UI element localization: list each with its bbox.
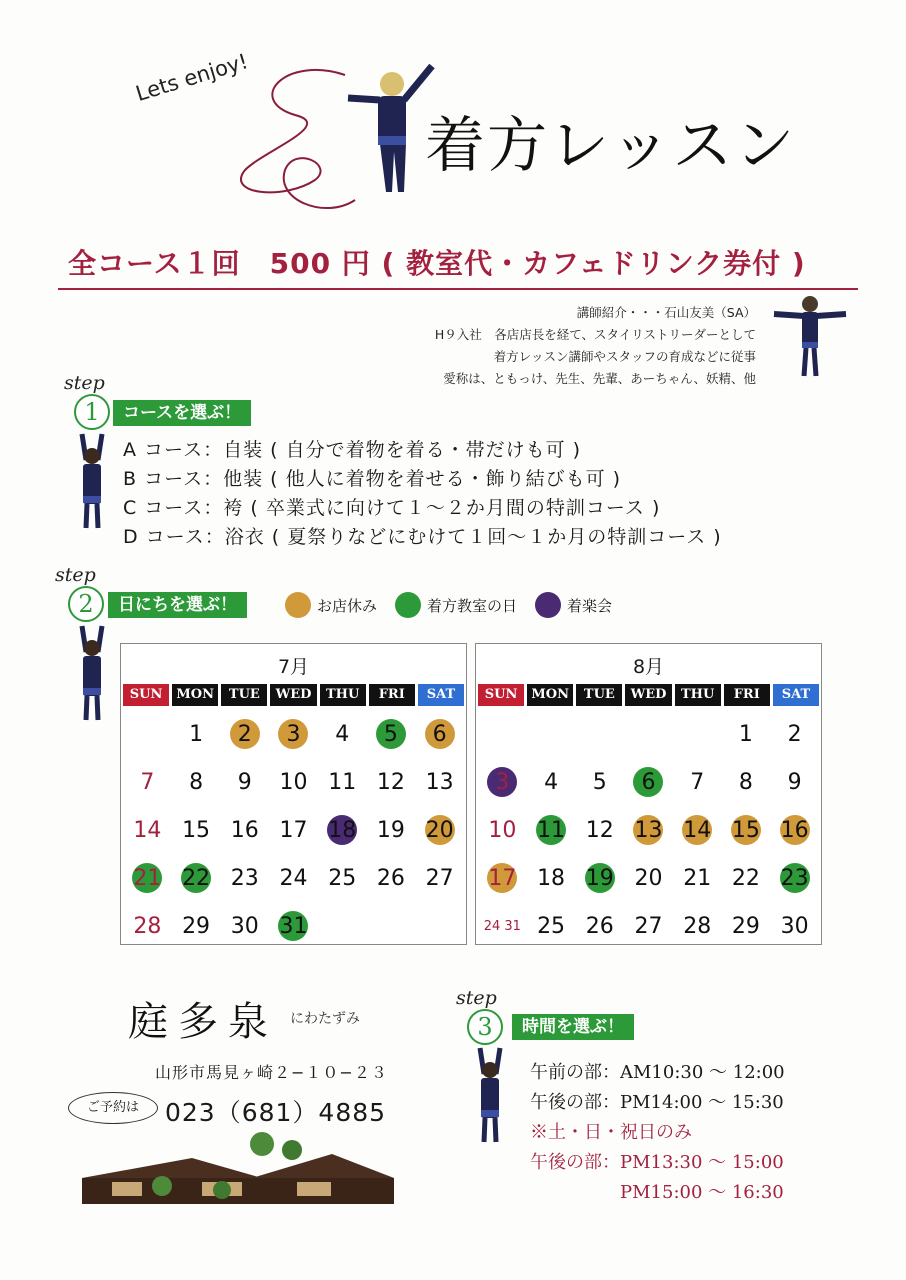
calendar-day[interactable] — [722, 902, 771, 950]
weekday-tue: TUE — [576, 684, 622, 706]
calendar-day-number: 29 — [182, 913, 211, 939]
step3-number: 3 — [467, 1009, 503, 1045]
calendar-day-number: 12 — [376, 769, 405, 795]
calendar-day[interactable] — [172, 854, 221, 902]
calendar-day[interactable] — [269, 854, 318, 902]
calendar-day[interactable] — [220, 710, 269, 758]
calendar-day-number: 10 — [488, 817, 517, 843]
calendar-day-number: 4 — [544, 769, 559, 795]
calendar-day[interactable] — [415, 710, 464, 758]
weekday-sun: SUN — [478, 684, 524, 706]
calendar-day-number: 7 — [140, 769, 155, 795]
weekday-thu: THU — [320, 684, 366, 706]
calendar-day-number: 13 — [634, 817, 663, 843]
shop-address: 山形市馬見ヶ崎２−１０−２３ — [155, 1063, 388, 1082]
calendar-day[interactable] — [478, 902, 527, 950]
calendar-day-number: 29 — [731, 913, 760, 939]
calendar-day[interactable] — [478, 758, 527, 806]
step1-tag: コースを選ぶ！ — [113, 400, 251, 426]
weekday-wed: WED — [270, 684, 316, 706]
weekday-sat: SAT — [418, 684, 464, 706]
calendar-day[interactable] — [770, 806, 819, 854]
calendar-day-number: 3 — [495, 769, 510, 795]
calendar-july — [120, 643, 467, 945]
calendar-day-number: 27 — [425, 865, 454, 891]
lets-enjoy-text: Lets enjoy! — [132, 49, 251, 106]
time-slot: 午後の部：PM13:30 ～ 15:00 — [530, 1152, 784, 1173]
legend-party — [535, 592, 612, 618]
calendar-day[interactable] — [220, 902, 269, 950]
calendar-day-number: 21 — [133, 865, 162, 891]
calendar-month-title: 7月 — [277, 656, 310, 678]
shop-name-kana: にわたずみ — [290, 1011, 360, 1027]
calendar-day[interactable] — [172, 806, 221, 854]
calendar-day-number: 27 — [634, 913, 663, 939]
calendar-grid — [478, 710, 819, 950]
legend-party-label: 着楽会 — [567, 596, 613, 615]
calendar-day-number: 30 — [230, 913, 259, 939]
calendar-day[interactable] — [575, 758, 624, 806]
step2-figure — [72, 622, 112, 722]
calendar-day[interactable] — [527, 854, 576, 902]
calendar-day-number: 31 — [279, 913, 308, 939]
calendar-day[interactable] — [624, 806, 673, 854]
course-c: C コース：袴 ( 卒業式に向けて１～２か月間の特訓コース ) — [123, 497, 661, 519]
course-d: D コース：浴衣 ( 夏祭りなどにむけて１回～１か月の特訓コース ) — [123, 526, 722, 548]
legend-holiday-label: お店休み — [317, 596, 378, 615]
calendar-day[interactable] — [415, 758, 464, 806]
instructor-line: 着方レッスン講師やスタッフの育成などに従事 — [493, 349, 756, 364]
calendar-day[interactable] — [269, 758, 318, 806]
weekday-fri: FRI — [369, 684, 415, 706]
calendar-day-number: 2 — [237, 721, 252, 747]
calendar-day[interactable] — [478, 806, 527, 854]
course-b: B コース：他装 ( 他人に着物を着せる・飾り結びも可 ) — [123, 468, 622, 490]
instructor-intro — [336, 302, 756, 390]
time-slot: 午前の部：AM10:30 ～ 12:00 — [530, 1062, 785, 1083]
course-a: A コース：自装 ( 自分で着物を着る・帯だけも可 ) — [123, 439, 582, 461]
calendar-day-number: 23 — [780, 865, 809, 891]
phone-number[interactable]: 023（681）4885 — [165, 1098, 387, 1127]
calendar-empty-cell — [575, 710, 624, 758]
calendar-day-number: 17 — [488, 865, 517, 891]
calendar-grid — [123, 710, 464, 950]
calendar-day-number: 9 — [237, 769, 252, 795]
calendar-day-number: 12 — [585, 817, 614, 843]
weekday-wed: WED — [625, 684, 671, 706]
calendar-day[interactable] — [172, 710, 221, 758]
calendar-day-number: 19 — [585, 865, 614, 891]
weekday-header — [123, 684, 464, 706]
calendar-day[interactable] — [123, 854, 172, 902]
calendar-day[interactable] — [722, 758, 771, 806]
calendar-day-number: 9 — [787, 769, 802, 795]
weekday-thu: THU — [675, 684, 721, 706]
calendar-day[interactable] — [673, 758, 722, 806]
calendar-day[interactable] — [770, 758, 819, 806]
reserve-bubble: ご予約は — [68, 1092, 158, 1124]
calendar-day-number: 19 — [376, 817, 405, 843]
calendar-day-number: 5 — [383, 721, 398, 747]
calendar-day-number: 11 — [537, 817, 566, 843]
calendar-day-number: 2 — [787, 721, 802, 747]
calendar-empty-cell — [624, 710, 673, 758]
calendar-day-number: 26 — [376, 865, 405, 891]
calendar-day-number: 3 — [286, 721, 301, 747]
calendar-day-number: 6 — [641, 769, 656, 795]
calendar-day[interactable] — [367, 854, 416, 902]
calendar-day[interactable] — [575, 902, 624, 950]
calendar-day-number: 15 — [182, 817, 211, 843]
calendar-day-number: 22 — [731, 865, 760, 891]
calendar-day[interactable] — [220, 806, 269, 854]
calendar-day[interactable] — [123, 902, 172, 950]
calendar-day-number: 18 — [537, 865, 566, 891]
calendar-day[interactable] — [673, 902, 722, 950]
calendar-empty-cell — [123, 710, 172, 758]
calendar-day-number: 17 — [279, 817, 308, 843]
calendar-day-number: 1 — [738, 721, 753, 747]
weekday-mon: MON — [527, 684, 573, 706]
shop-building-illustration — [82, 1128, 394, 1204]
calendar-legend — [285, 592, 630, 618]
calendar-day[interactable] — [722, 710, 771, 758]
calendar-day[interactable] — [269, 806, 318, 854]
time-slot: PM15:00 ～ 16:30 — [530, 1182, 784, 1203]
calendar-day[interactable] — [575, 854, 624, 902]
calendar-month-title: 8月 — [632, 656, 665, 678]
weekday-mon: MON — [172, 684, 218, 706]
step2-number: 2 — [68, 586, 104, 622]
calendar-day-number: 16 — [230, 817, 259, 843]
weekday-tue: TUE — [221, 684, 267, 706]
calendar-day[interactable] — [123, 806, 172, 854]
step1-word: step — [64, 372, 105, 394]
calendar-day[interactable] — [367, 758, 416, 806]
calendar-day[interactable] — [415, 806, 464, 854]
calendar-day[interactable] — [624, 902, 673, 950]
calendar-day[interactable] — [527, 806, 576, 854]
weekday-header — [478, 684, 819, 706]
calendar-day[interactable] — [220, 854, 269, 902]
lesson-dot-icon — [395, 592, 421, 618]
calendar-day-number: 28 — [133, 913, 162, 939]
calendar-empty-cell — [478, 710, 527, 758]
time-slot: 午後の部：PM14:00 ～ 15:30 — [530, 1092, 784, 1113]
step3-tag: 時間を選ぶ！ — [512, 1014, 634, 1040]
calendar-august — [475, 643, 822, 945]
instructor-line: H９入社 各店店長を経て、スタイリストリーダーとして — [434, 327, 756, 342]
instructor-line: 講師紹介・・・石山友美（SA） — [576, 305, 756, 320]
party-dot-icon — [535, 592, 561, 618]
calendar-day[interactable] — [478, 854, 527, 902]
calendar-day-number: 26 — [585, 913, 614, 939]
step2-tag: 日にちを選ぶ！ — [108, 592, 247, 618]
calendar-day[interactable] — [624, 854, 673, 902]
calendar-day-number: 5 — [592, 769, 607, 795]
shop-name: 庭多泉 — [128, 999, 278, 1045]
calendar-day[interactable] — [770, 710, 819, 758]
holiday-dot-icon — [285, 592, 311, 618]
step3-word: step — [456, 987, 497, 1009]
calendar-day[interactable] — [575, 806, 624, 854]
calendar-day-number: 23 — [230, 865, 259, 891]
calendar-day-number: 14 — [683, 817, 712, 843]
subtitle-divider — [58, 288, 858, 290]
calendar-day[interactable] — [673, 806, 722, 854]
calendar-day-number: 8 — [738, 769, 753, 795]
calendar-day-number: 25 — [328, 865, 357, 891]
calendar-day-number: 20 — [425, 817, 454, 843]
weekend-note: ※土・日・祝日のみ — [530, 1122, 692, 1143]
calendar-day-number: 13 — [425, 769, 454, 795]
weekday-sun: SUN — [123, 684, 169, 706]
time-slots — [530, 1058, 785, 1208]
calendar-day-number: 14 — [133, 817, 162, 843]
calendar-day[interactable] — [770, 902, 819, 950]
calendar-day[interactable] — [367, 806, 416, 854]
calendar-day-number: 24 — [279, 865, 308, 891]
instructor-line: 愛称は、ともっけ、先生、先輩、あーちゃん、妖精、他 — [443, 371, 756, 386]
calendar-day-number: 21 — [683, 865, 712, 891]
calendar-day[interactable] — [269, 902, 318, 950]
price-subtitle: 全コース１回 500 円 ( 教室代・カフェドリンク券付 ) — [68, 247, 806, 280]
calendar-day[interactable] — [624, 758, 673, 806]
calendar-day[interactable] — [172, 902, 221, 950]
page-title: 着方レッスン — [425, 111, 797, 181]
step1-number: 1 — [74, 394, 110, 430]
legend-holiday — [285, 592, 377, 618]
calendar-day[interactable] — [367, 710, 416, 758]
calendar-day-number: 20 — [634, 865, 663, 891]
calendar-day[interactable] — [722, 806, 771, 854]
calendar-day-number: 1 — [189, 721, 204, 747]
calendar-day-number: 10 — [279, 769, 308, 795]
legend-lesson-label: 着方教室の日 — [427, 596, 518, 615]
calendar-day-number: 8 — [189, 769, 204, 795]
calendar-day-number: 18 — [328, 817, 357, 843]
calendar-day-number: 28 — [683, 913, 712, 939]
calendar-day[interactable] — [318, 854, 367, 902]
calendar-day-number: 16 — [780, 817, 809, 843]
calendar-day-number: 11 — [328, 769, 357, 795]
calendar-empty-cell — [673, 710, 722, 758]
calendar-day[interactable] — [318, 806, 367, 854]
step2-word: step — [55, 564, 96, 586]
weekday-fri: FRI — [724, 684, 770, 706]
calendar-day[interactable] — [527, 758, 576, 806]
calendar-day[interactable] — [673, 854, 722, 902]
calendar-day[interactable] — [172, 758, 221, 806]
calendar-day[interactable] — [123, 758, 172, 806]
calendar-day-number: 30 — [780, 913, 809, 939]
calendar-day-number: 25 — [537, 913, 566, 939]
calendar-day[interactable] — [318, 758, 367, 806]
calendar-day-number: 6 — [432, 721, 447, 747]
calendar-day[interactable] — [527, 902, 576, 950]
calendar-day[interactable] — [269, 710, 318, 758]
calendar-day-number: 15 — [731, 817, 760, 843]
calendar-day[interactable] — [722, 854, 771, 902]
step3-figure — [470, 1044, 510, 1144]
weekday-sat: SAT — [773, 684, 819, 706]
calendar-day[interactable] — [770, 854, 819, 902]
calendar-day-number: 7 — [690, 769, 705, 795]
instructor-photo — [770, 292, 850, 380]
calendar-day-number: 22 — [182, 865, 211, 891]
calendar-day-number: 24 31 — [483, 918, 521, 934]
legend-lesson — [395, 592, 517, 618]
step1-figure — [72, 430, 112, 530]
calendar-empty-cell — [527, 710, 576, 758]
calendar-day[interactable] — [318, 710, 367, 758]
calendar-day[interactable] — [415, 854, 464, 902]
calendar-day-number: 4 — [335, 721, 350, 747]
calendar-day[interactable] — [220, 758, 269, 806]
course-list — [123, 436, 722, 552]
